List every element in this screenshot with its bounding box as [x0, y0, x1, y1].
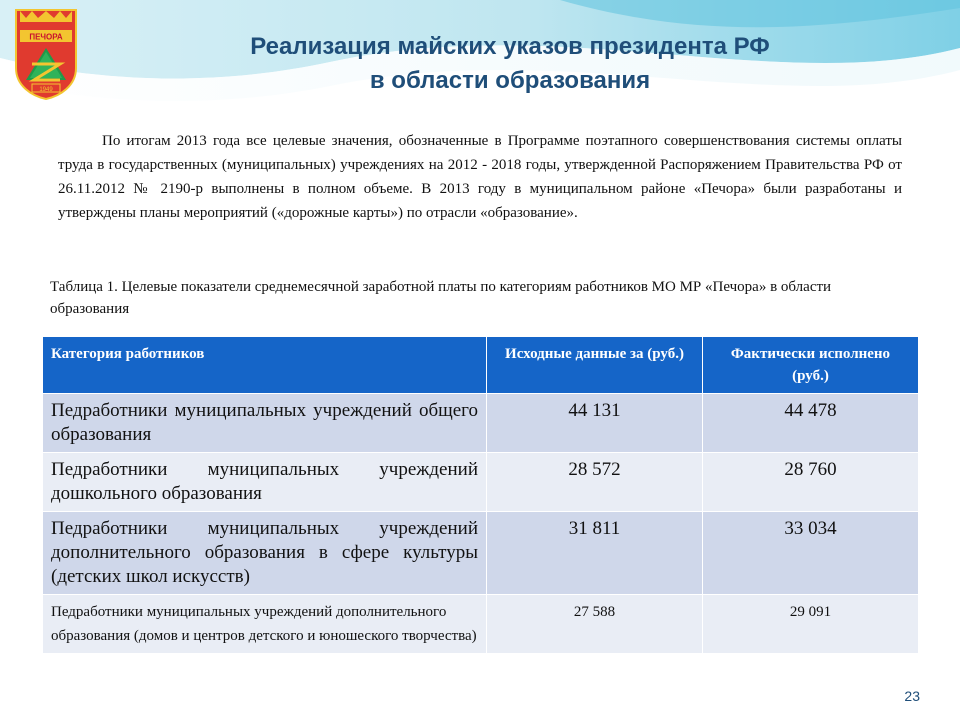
row-initial: 27 588	[487, 595, 703, 654]
slide-title-line-1: Реализация майских указов президента РФ	[250, 33, 770, 60]
row-category: Педработники муниципальных учреждений дополнительного образования в сфере культуры (детских школ искусств)	[43, 512, 487, 595]
page-number: 23	[904, 688, 920, 704]
header-category: Категория работников	[43, 337, 487, 394]
row-actual: 33 034	[703, 512, 919, 595]
row-actual: 29 091	[703, 595, 919, 654]
salary-table	[42, 336, 919, 654]
coat-of-arms-emblem	[14, 8, 78, 100]
row-actual: 44 478	[703, 394, 919, 453]
intro-paragraph: По итогам 2013 года все целевые значения, обозначенные в Программе поэтапного совершенствования системы оплаты труда в государственных (муниципальных) учреждениях на 2012 - 2018 годы, утвержденной Распоряжением Правительства РФ от 26.11.2012 № 2190-р выполнены в полном объеме. В 2013 году в муниципальном районе «Печора» были разработаны и утверждены планы мероприятий («дорожные карты») по отрасли «образование».	[58, 133, 902, 221]
header-initial: Исходные данные за (руб.)	[487, 337, 703, 394]
row-initial: 44 131	[487, 394, 703, 453]
table-caption: Таблица 1. Целевые показатели среднемесячной заработной платы по категориям работников МО МР «Печора» в области образования	[50, 279, 832, 317]
row-initial: 31 811	[487, 512, 703, 595]
row-category: Педработники муниципальных учреждений дошкольного образования	[43, 453, 487, 512]
row-initial: 28 572	[487, 453, 703, 512]
row-category: Педработники муниципальных учреждений дополнительного образования (домов и центров детского и юношеского творчества)	[43, 595, 487, 654]
table-row	[43, 394, 919, 453]
table-row	[43, 595, 919, 654]
svg-text:1949: 1949	[39, 87, 53, 93]
table-row	[43, 453, 919, 512]
row-actual: 28 760	[703, 453, 919, 512]
slide-title-line-2: в области образования	[369, 67, 651, 94]
svg-text:ПЕЧОРА: ПЕЧОРА	[29, 32, 63, 42]
slide-title	[140, 30, 880, 98]
row-category: Педработники муниципальных учреждений общего образования	[43, 394, 487, 453]
header-actual: Фактически исполнено (руб.)	[703, 337, 919, 394]
table-row	[43, 512, 919, 595]
table-header-row	[43, 337, 919, 394]
